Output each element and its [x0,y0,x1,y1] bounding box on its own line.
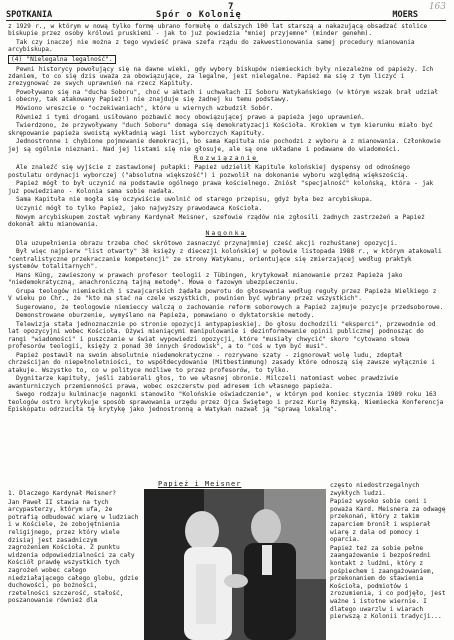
handwritten-page-annotation: 163 [428,2,446,12]
paragraph: Ale znaleźć się wyjście z zastawionej pułapki: Papież udzielił Kapitule kolońskiej dyspensy od odnośnego postulatu ordynacji wyborczej ("absolutna większość") i pozwolił na dokonanie wyboru względną większością. [8,164,410,179]
paragraph: Dygnitarze kapituły, jeśli zabierali głos, to we własnej obronie. Milczeli natomiast wobec prawdziwie awanturniczych przemienności prawa, wobec oszczerstw pod adresem ich własnego papieża. [8,375,399,390]
paragraph: Pewni historycy powołujący się na dawne wieki, gdy wybory biskupów niemieckich były niezależne od papieży. Ich zdaniem, to co się dzis uważa za obowiązujące, za legalne, jest nielegalne. Papież ma się z tym liczyć i zrezygnować ze swych uprawnień na rzecz Kapituły. [8,65,434,88]
paragraph: Uczynić mógł to tylko Papież, jako najwyższy prawodawca Kościoła. [16,205,263,212]
paragraph: Hans Küng, zawieszony w prawach profesor teologii z Tübingen, krytykował mianowanie przez Papieża jako "niedemokratyczną, anachroniczną tajną metodę". Mowa o fazowym ubezpieczeniu. [8,271,403,287]
paragraph: Tak czy inaczej nie można z tego wywieść prawa szefa rządu do zakwestionowania samej procedury mianowania arcybiskupa. [8,39,415,54]
city-name: MOERS [392,10,418,20]
column-paragraph: Papież wysoko sobie ceni i poważa Kard. Meisnera za odwagę przekonań, który z takim zaparciem bronił i wspierał wiarę z dala od pomocy i oparcia. [330,498,446,544]
header-divider [6,20,446,21]
article-title: Spór o Kolonię [156,10,242,20]
column-heading: 1. Dlaczego Kardynał Meisner? [8,490,117,497]
paragraph: Demonstrowane oburzenie, wymyślano na Papieża, pomawiano o dyktatorskie metody. [16,312,315,320]
paragraph: Swego rodzaju kulminacje nagonki stanowiło "Kolońskie oświadczenie", w którym pod koniec stycznia 1989 roku 163 teologów ostro krytykuje sposób sprawowania urzędu przez Ojca Świętego i przez Kurię Rzymską. Niemiecka Konferencja Episkopatu odrzuciła tę krytykę jako jednostronną a Watykan nazwał ją "sprawą lokalną". [8,391,444,414]
paragraph: Nowym arcybiskupem został wybrany Kardynał Meisner, szefowie rządów nie zgłosili żadnych zastrzeżeń a Papież dokonał aktu mianowania. [8,213,425,228]
column-paragraph: często niedostrzegalnych zwykłych ludzi. [330,482,420,497]
paragraph: Dla uzupełnienia obrazu trzeba choć skrótowo zasnaczyć przynajmniej cześć akcji rozhuśtanej opozycji. [16,239,398,247]
paragraph: z 1929 r., w którym w nową tylko formę ubrano formułę o dalszych 100 lat starszą a nakazującą obsadzać stolice biskupie przez osoby królowi pruskiemi - jak to już powiedzia "mniej przyjemne" (minder genehm). [8,23,428,38]
paragraph: Grupa teologów niemieckich i szwajcarskich żądała powrotu do głosowania według reguły przez Papieża Wielkiego z V wieku po Chr., że "kto ma stać na czele wszystkich, powinien być wybrany przez wszystkich". [8,287,437,303]
subsection-heading-text: (4) "Nielegalna legalność". [8,55,116,64]
paragraph: Również i tymi drogami usiłowano pozbawić mocy obowiązującej prawo a papieża jego uprawnień. [16,113,365,121]
photo-pope-and-meisner [144,489,326,640]
paragraph: Papież postawił na swoim absolutnie niedemokratyczne - rozrywano szaty - zignorował wolę ludu, zdeptał chrześcijan do niepełnoletniości, to współdecydowanie (Mitbestimmung) zasady które odnoszą się zawsze wyłącznie i atakuje. Wszystko to, co w polityce możliwe to przez profesorów, to tylko. [8,351,435,374]
right-side-column [330,482,446,622]
page-number: 7 [228,2,234,12]
paragraph: Sama Kapituła nie mogła się oczywiście uwolnić od starego przepisu, gdyż była bez arcybiskupa. [16,196,373,204]
paragraph: Twierdzono, że przywoływany "duch Soboru" domaga się demokratyzacji Kościoła. Krokiem w tym kierunku miało być skrępowanie papieża swoistą wykładnią wagi list wyborczych Kapituły. [8,122,433,137]
left-side-column [8,490,140,606]
paragraph: Był więc najpierw "list otwarty" 38 księży z diecezji kolońskiej w połowie listopada 1988 r., w którym atakowali "centralistyczne przekraczanie kompetencji" ze strony Watykanu, orientujące się zmierzającej według praktyk systemów totalitarnych". [8,248,442,271]
magazine-name: SPOTKANIA [6,10,53,20]
photo-caption-title: Papież i Meisner [158,480,242,488]
paragraph: Jednostronne i chybione pojmowanie demokracji, bo sama Kapituła nie pochodzi z wyboru a z mianowania. Członkowie jej są ogólnie nieznani. Nad jej listami się nie głosuje, ale są one układane i podawane do wiadomości. [8,138,441,153]
subsection-heading [8,55,444,64]
photo-illustration [144,489,326,640]
paragraph: Powoływano się na "ducha Soboru", choć w aktach i uchwałach II Soboru Watykańskiego (w którym wszak brał udział i obecny, tak atakowany Papież!) nie znajduje się żadnej ku temu podstawy. [8,89,438,104]
page-header [6,2,446,20]
column-paragraph: Jan Paweł II stawia na tych arcypasterzy, którym ufa, że potrafią odbudować wiarę w ludziach i w Kościele, że zobojętnienia religijnego, przez który wiele dzisiaj jest zasadniczym zagrożeniem Kościoła. Z punktu widzenia odpowiedzialności za cały Kościół prawdę wszystkich tych zagrożeń wobec całego niedziałającego całego globu, gdzie duchowości, po bożności, rzetelności szczerość, stałość, poszanowanie również dla [8,498,139,605]
column-paragraph: Papież też za sobie pełne zaangażowanie i bezpośredni kontakt z ludźmi, który z pośpiechem i zaangażowaniem, przekonaniem do stawienia Kościoła, podmiotów i zrozumienia, i co podjęło, jest ważne i istotne wiernie. I dlatego uwarzlw i wiarach pierwszą z Kolonii tradycji... [330,544,446,621]
main-text-column [8,23,444,415]
section-heading-rozwiazanie: Rozwiązanie [193,154,259,162]
paragraph: Telewizja stała jednoznacznie po stronie opozycji antypapieskiej. Do głosu dochodzili "eksperci", przewodnie od lat opozycyjni wobec Kościoła. Ożywi mieniącymi manipulowanie i dezinformowanie opinii publicznej podnosząc do rangi "wiadomości" i puszczanie w świat wypowiedzi opozycji, które "musiały chwycić" skoro "cytowano słowa profesorów teologii, księży z ponad 30 innych środowisk", a to "coś w tym być musi". [8,321,436,351]
paragraph: Sugerowano, że teologowie niemieccy walczą o zachowanie reform soborowych a Papież zajmuje pozycje przedsoborowe. [16,303,444,311]
paragraph: Papież mógł to był uczynić na podstawie ogólnego prawa kościelnego. Zniósł "specjalność" kolońską, która - jak już powiedziano - Kolonia sama sobie nadała. [8,180,434,195]
paragraph: Mówiono wreszcie o "oczekiwaniach", które u wiernych wzbudził Sobór. [16,105,274,112]
section-heading-nagonka: Nagonka [205,229,247,238]
